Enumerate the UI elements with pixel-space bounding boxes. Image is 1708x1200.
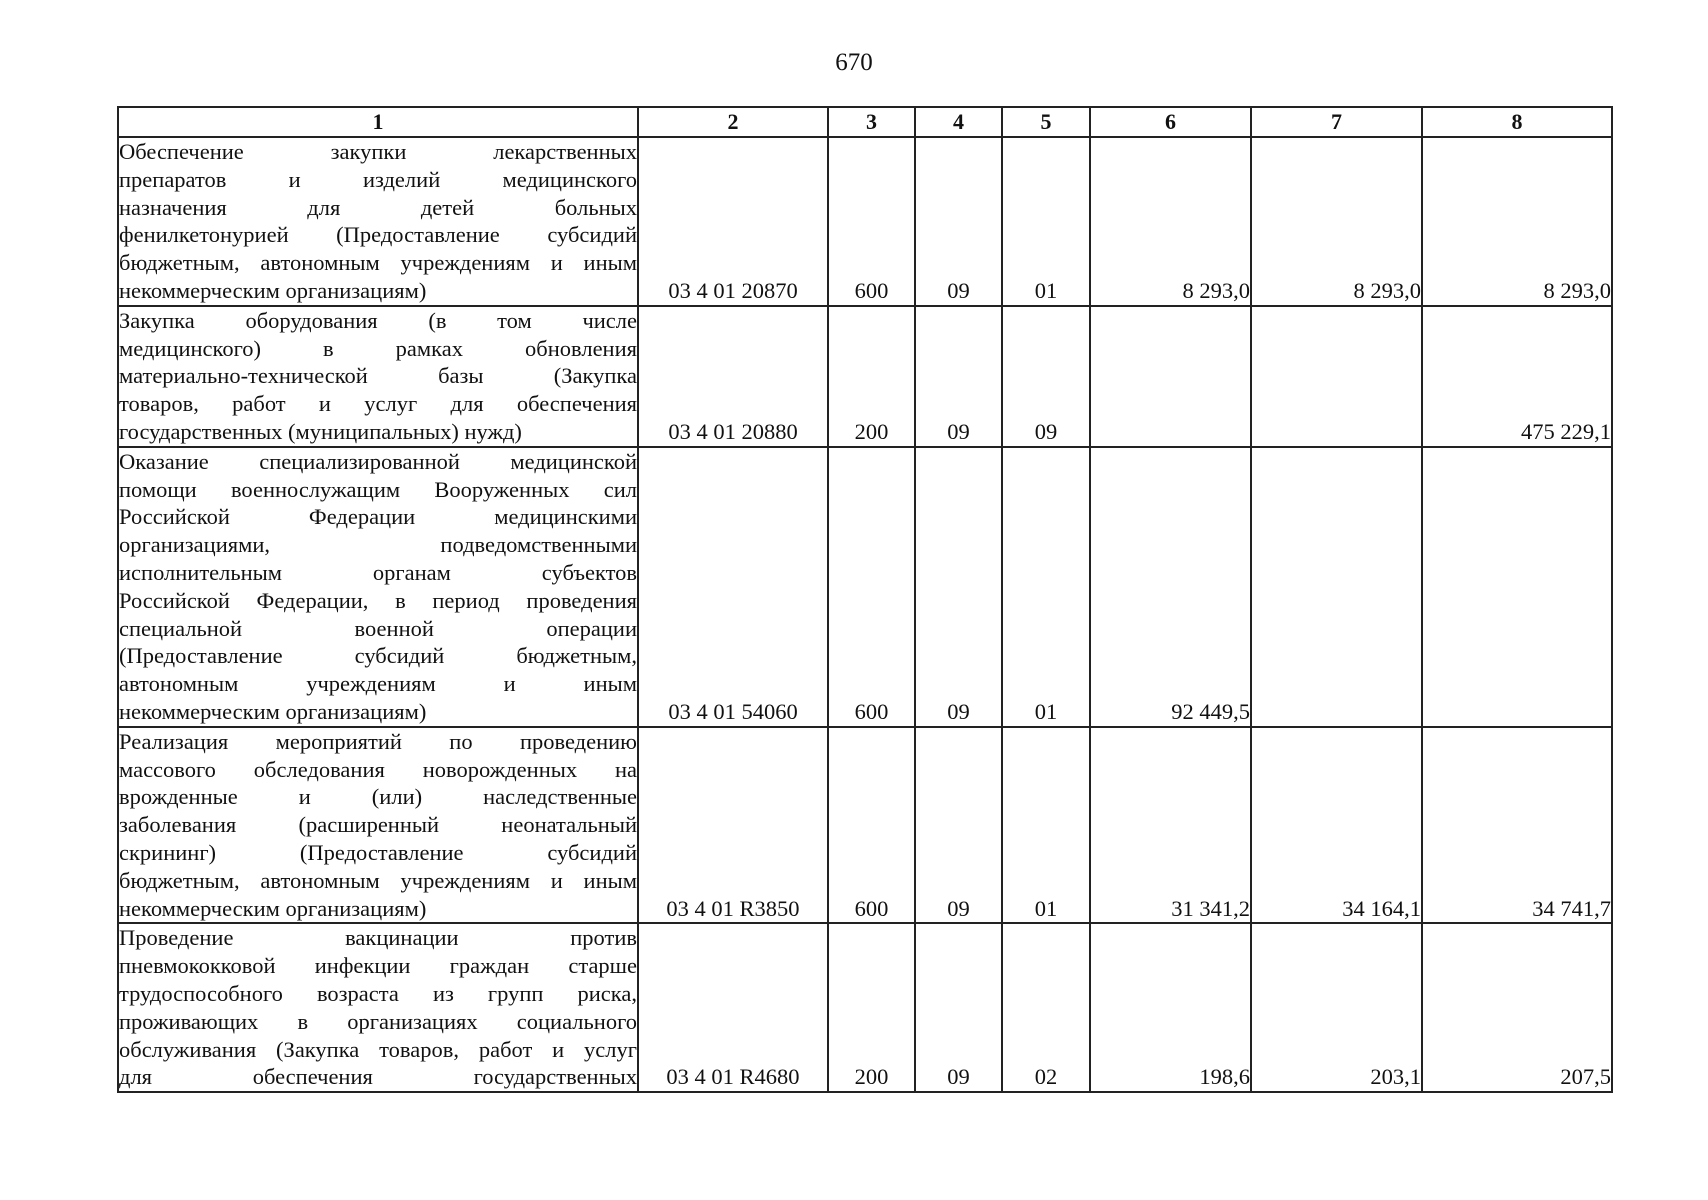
header-col-1: 1 (118, 107, 638, 137)
section-code: 09 (915, 923, 1002, 1092)
budget-classification-code: 03 4 01 R4680 (638, 923, 828, 1092)
amount-year-1: 31 341,2 (1090, 727, 1251, 924)
header-col-4: 4 (915, 107, 1002, 137)
subsection-code: 01 (1002, 137, 1090, 306)
expense-type-code: 200 (828, 923, 915, 1092)
description-line: скрининг) (Предоставление субсидий (119, 839, 637, 865)
table-body (118, 137, 1612, 1092)
subsection-code: 09 (1002, 306, 1090, 447)
row-description (118, 923, 638, 1092)
expense-type-code: 600 (828, 447, 915, 727)
row-description (118, 137, 638, 306)
row-description (118, 447, 638, 727)
description-line: специальной военной операции (119, 615, 637, 641)
budget-table (117, 106, 1613, 1093)
amount-year-3: 34 741,7 (1422, 727, 1612, 924)
description-line: Обеспечение закупки лекарственных (119, 139, 637, 164)
amount-year-3: 8 293,0 (1422, 137, 1612, 306)
description-line: государственных (муниципальных) нужд) (119, 418, 522, 444)
amount-year-2 (1251, 447, 1422, 727)
page-number: 670 (835, 49, 873, 76)
amount-year-3: 207,5 (1422, 923, 1612, 1092)
expense-type-code: 200 (828, 306, 915, 447)
expense-type-code: 600 (828, 727, 915, 924)
table-header-row (118, 107, 1612, 137)
budget-classification-code: 03 4 01 20870 (638, 137, 828, 306)
section-code: 09 (915, 306, 1002, 447)
description-line: некоммерческим организациям) (119, 698, 427, 724)
description-line: организациями, подведомственными (119, 532, 637, 558)
description-line: врожденные и (или) наследственные (119, 784, 637, 810)
description-line: Российской Федерации медицинскими (119, 504, 637, 530)
amount-year-1: 92 449,5 (1090, 447, 1251, 727)
description-line: бюджетным, автономным учреждениям и иным (119, 867, 637, 893)
table-row (118, 306, 1612, 447)
section-code: 09 (915, 447, 1002, 727)
header-col-7: 7 (1251, 107, 1422, 137)
budget-classification-code: 03 4 01 20880 (638, 306, 828, 447)
amount-year-1: 8 293,0 (1090, 137, 1251, 306)
amount-year-1 (1090, 306, 1251, 447)
amount-year-2 (1251, 306, 1422, 447)
amount-year-2: 34 164,1 (1251, 727, 1422, 924)
row-description (118, 306, 638, 447)
description-line: (Предоставление субсидий бюджетным, (119, 643, 637, 669)
amount-year-2: 203,1 (1251, 923, 1422, 1092)
header-col-2: 2 (638, 107, 828, 137)
amount-year-3: 475 229,1 (1422, 306, 1612, 447)
description-line: Проведение вакцинации против (119, 925, 637, 951)
description-line: назначения для детей больных (119, 194, 637, 220)
budget-classification-code: 03 4 01 R3850 (638, 727, 828, 924)
description-line: трудоспособного возраста из групп риска, (119, 980, 637, 1006)
description-line: Закупка оборудования (в том числе (119, 307, 637, 333)
description-line: массового обследования новорожденных на (119, 756, 637, 782)
description-line: препаратов и изделий медицинского (119, 166, 637, 192)
description-line: медицинского) в рамках обновления (119, 335, 637, 361)
description-line: помощи военнослужащим Вооруженных сил (119, 476, 637, 502)
description-line: проживающих в организациях социального (119, 1008, 637, 1034)
expense-type-code: 600 (828, 137, 915, 306)
header-col-3: 3 (828, 107, 915, 137)
table-row (118, 727, 1612, 924)
amount-year-3 (1422, 447, 1612, 727)
description-line: автономным учреждениям и иным (119, 671, 637, 697)
amount-year-2: 8 293,0 (1251, 137, 1422, 306)
header-col-6: 6 (1090, 107, 1251, 137)
description-line: пневмококковой инфекции граждан старше (119, 953, 637, 979)
description-line: фенилкетонурией (Предоставление субсидий (119, 222, 637, 248)
section-code: 09 (915, 137, 1002, 306)
description-line: Оказание специализированной медицинской (119, 448, 637, 474)
amount-year-1: 198,6 (1090, 923, 1251, 1092)
description-line: заболевания (расширенный неонатальный (119, 812, 637, 838)
subsection-code: 01 (1002, 447, 1090, 727)
description-line: исполнительным органам субъектов (119, 559, 637, 585)
description-line: Российской Федерации, в период проведения (119, 587, 637, 613)
description-line: обслуживания (Закупка товаров, работ и услуг (119, 1036, 637, 1062)
description-line: товаров, работ и услуг для обеспечения (119, 391, 637, 417)
row-description (118, 727, 638, 924)
table-row (118, 137, 1612, 306)
description-line: некоммерческим организациям) (119, 895, 427, 921)
description-line: для обеспечения государственных (119, 1064, 637, 1090)
budget-classification-code: 03 4 01 54060 (638, 447, 828, 727)
section-code: 09 (915, 727, 1002, 924)
table-row (118, 923, 1612, 1092)
description-line: бюджетным, автономным учреждениям и иным (119, 250, 637, 276)
header-col-5: 5 (1002, 107, 1090, 137)
header-col-8: 8 (1422, 107, 1612, 137)
description-line: Реализация мероприятий по проведению (119, 728, 637, 754)
subsection-code: 01 (1002, 727, 1090, 924)
table-row (118, 447, 1612, 727)
description-line: некоммерческим организациям) (119, 277, 427, 303)
description-line: материально-технической базы (Закупка (119, 363, 637, 389)
subsection-code: 02 (1002, 923, 1090, 1092)
